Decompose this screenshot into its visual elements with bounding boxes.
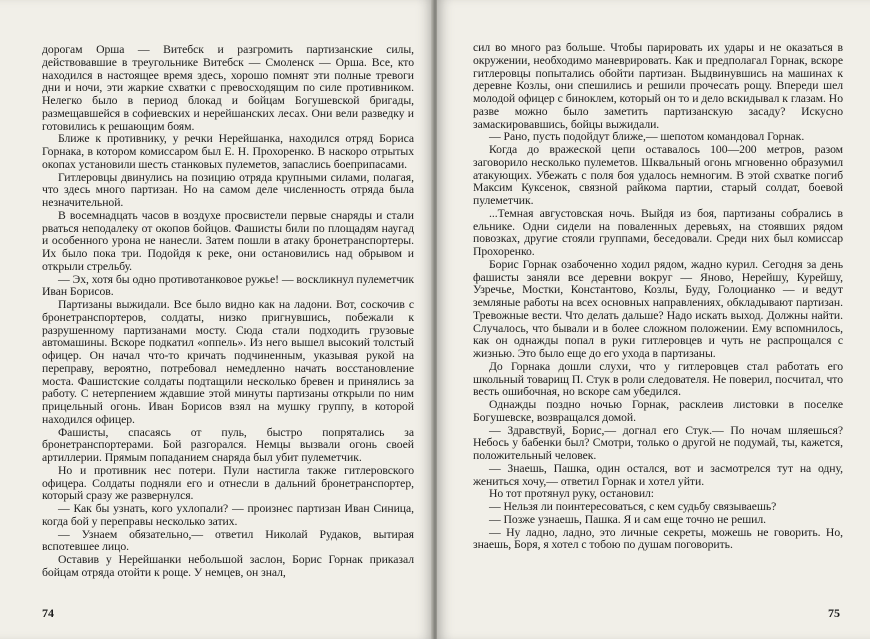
paragraph: — Знаешь, Пашка, один остался, вот и засмотрелся тут на одну, жениться хочу,— ответил Горнак и хотел уйти. bbox=[473, 461, 843, 488]
page-number-left: 74 bbox=[42, 606, 54, 620]
paragraph: До Горнака дошли слухи, что у гитлеровцев стал работать его школьный товарищ П. Стук в роли следователя. Не поверил, посчитал, что весть ошибочная, но вскоре сам убедился. bbox=[473, 359, 843, 399]
paragraph: — Эх, хотя бы одно противотанковое ружье! — воскликнул пулеметчик Иван Борисов. bbox=[42, 272, 414, 299]
paragraph: Гитлеровцы двинулись на позицию отряда крупными силами, полагая, что здесь много партизан. Но на самом деле численность отряда была незначительной. bbox=[42, 170, 414, 209]
paragraph: — Нельзя ли поинтересоваться, с кем судьбу связываешь? bbox=[489, 500, 777, 513]
right-page bbox=[437, 0, 870, 639]
paragraph: Ближе к противнику, у речки Нерейшанка, находился отряд Бориса Горнака, в котором комиссаром был Е. Н. Прохоренко. В наскоро отрытых окопах установили шесть станковых пулеметов, запаслись боеприпасами. bbox=[42, 132, 414, 171]
paragraph: Оставив у Нерейшанки небольшой заслон, Борис Горнак приказал бойцам отряда отойти к роще. У немцев, он знал, bbox=[42, 553, 414, 579]
paragraph: Фашисты, спасаясь от пуль, быстро попрятались за бронетранспортерами. Бой разгорался. Немцы вызвали огонь своей артиллерии. Прямым попаданием снаряда был убит пулеметчик. bbox=[42, 425, 414, 464]
paragraph: Партизаны выжидали. Все было видно как на ладони. Вот, соскочив с бронетранспортеров, солдаты, низко пригнувшись, побежали к разрушенному партизанами мосту. Сюда стали подходить грузовые автомашины. Вскоре подкатил «оппель». Из него вышел высокий толстый офицер. Он начал что-то кричать подчиненным, указывая рукой на переправу, вероятно, потребовал немедленно начать восстановление моста. Фашистские солдаты подтащили несколько бревен и принялись за работу. С нетерпением ждавшие этой минуты партизаны открыли по ним прицельный огонь. Иван Борисов взял на мушку группу, в которой находился офицер. bbox=[42, 298, 414, 426]
paragraph: — Узнаем обязательно,— ответил Николай Рудаков, вытирая вспотевшее лицо. bbox=[42, 527, 414, 554]
paragraph: ...Темная августовская ночь. Выйдя из боя, партизаны собрались в ельнике. Одни сидели на поваленных деревьях, на стоявших рядом повозках, другие стояли группами, беседовали. Среди них был комиссар Прохоренко. bbox=[473, 206, 843, 258]
paragraph: В восемнадцать часов в воздухе просвистели первые снаряды и стали рваться неподалеку от окопов бойцов. Фашисты били по площадям наугад и особенного урона не нанесли. Затем пошли в атаку бронетранспортеры. Их было пока три. Подойдя к реке, они остановились над обрывом и открыли стрельбу. bbox=[42, 208, 414, 273]
page-number-right: 75 bbox=[828, 606, 840, 620]
paragraph: — Рано, пусть подойдут ближе,— шепотом командовал Горнак. bbox=[489, 130, 805, 144]
paragraph: сил во много раз больше. Чтобы парировать их удары и не оказаться в окружении, необходимо маневрировать. Как и предполагал Горнак, вскоре гитлеровцы попытались обойти партизан. Выдвинувшись на машинах к деревне Козлы, они спешились и решили прочесать рощу. Впереди шел молодой офицер с биноклем, который он то и дело вскидывал к глазам. Но разве можно было заметить партизанскую засаду? Искусно замаскировавшись, бойцы выжидали. bbox=[473, 41, 843, 131]
paragraph: — Позже узнаешь, Пашка. Я и сам еще точно не решил. bbox=[489, 512, 767, 526]
paragraph: дорогам Орша — Витебск и разгромить партизанские силы, действовавшие в треугольнике Витебск — Смоленск — Орша. Все, кто находился в настоящее время здесь, хорошо помнят эти полные тревоги дни и ночи, эти жаркие схватки с превосходящим по силе противником. Нелегко было в период блокад и бойцам Богушевской бригады, размещавшейся в софиевских и нерейшанских лесах. Они вели разведку и готовились к решающим боям. bbox=[42, 43, 414, 133]
right-page-text bbox=[473, 42, 843, 552]
paragraph: Однажды поздно ночью Горнак, расклеив листовки в поселке Богушевске, возвращался домой. bbox=[473, 398, 843, 424]
left-page bbox=[0, 0, 433, 639]
left-page-text bbox=[42, 44, 414, 580]
paragraph: Когда до вражеской цепи оставалось 100—200 метров, разом заговорило несколько пулеметов. Шквальный огонь мгновенно образумил атакующих. Убежать с поля боя удалось немногим. В этой схватке погиб Максим Куксенок, связной райкома партии, старый солдат, боевой пулеметчик. bbox=[473, 143, 843, 207]
paragraph: Борис Горнак озабоченно ходил рядом, жадно курил. Сегодня за день фашисты заняли все деревни вокруг — Яново, Нерейшу, Курейшу, Узречье, Мостки, Константово, Козлы, Буду, Голоцианко — и ведут земляные работы на всех основных направлениях, обкладывают партизан. Тревожные вести. Что делать дальше? Надо искать выход. Должны найти. Случалось, что бывали и в более сложном положении. Ему вспомнилось, как он однажды попал в руки гитлеровцев и чуть не распрощался с жизнью. Это было еще до его ухода в партизаны. bbox=[473, 257, 843, 360]
paragraph: Но тот протянул руку, остановил: bbox=[489, 487, 655, 501]
paragraph: — Как бы узнать, кого ухлопали? — произнес партизан Иван Синица, когда бой у переправы несколько затих. bbox=[42, 502, 414, 528]
paragraph: — Ну ладно, ладно, это личные секреты, можешь не говорить. Но, знаешь, Боря, я хотел с тобою по душам поговорить. bbox=[473, 525, 843, 552]
paragraph: Но и противник нес потери. Пули настигла также гитлеровского офицера. Солдаты подняли его и отнесли в дальний бронетранспортер, который сразу же развернулся. bbox=[42, 463, 414, 503]
paragraph: — Здравствуй, Борис,— догнал его Стук.— По ночам шляешься? Небось у бабенки был? Смотри, только о другой не подумай, ты, кажется, положительный человек. bbox=[473, 423, 843, 462]
